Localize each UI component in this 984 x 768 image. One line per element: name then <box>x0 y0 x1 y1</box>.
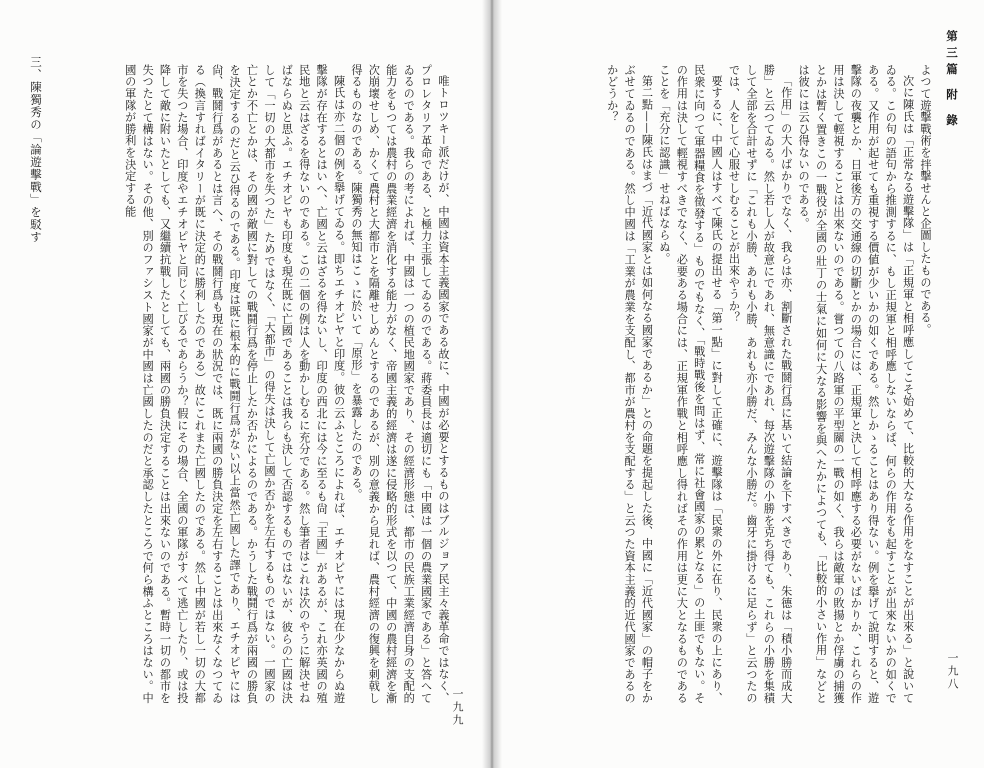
left-page-body <box>22 64 452 704</box>
right-page-number: 一九八 <box>946 652 959 691</box>
left-page-number: 一九九 <box>451 688 464 727</box>
paragraph: 「作用」の大小ばかりでなく、我らは亦、割斷された戰鬪行爲に基いて結論を下すべきであり、朱德は「積小勝而成大勝」と云つてゐる。然し若し人が故意にであれ、無意識にであれ、每次遊擊隊の小勝を克ち得ても、これらの小勝を集積して全部を合計せずに「これも小勝、あれも小勝、あれも亦小勝だ、みんな小勝だ。齒牙に掛けるに足らず」と云つたのでは、人をして心服せしむることが出來やうか？ <box>727 64 793 704</box>
paragraph: 次に陳氏は「正常なる遊擊隊」は「正規軍と相呼應してこそ始めて、比較的大なる作用をなすことが出來る」と說いてゐる。この句の語句から推測するに、もし正規軍と相呼應しないならば、何らの作用をも起すことが出來ないかの如くである。又作用が起せても重視する價値が少いかの如くである。然しかゝることはあり得ない。例を擧げて說明すると、遊擊隊の夜襲とか、日軍後方の交通線の切斷とかの場合には、正規軍と決して相呼應する必要がないばかりか、これらの作用は決して輕視することは出來ないのである。嘗つての八路軍の平型關の一戰の如く、我らは敵軍の敗揚とか俘虜の捕獲とかは暫く置きこの一戰役が全國の壯丁の士氣に如何に大なる影響を與へたかによつても、「比較的小さい作用」などとは彼には云ひ得ないのである。 <box>797 64 915 704</box>
right-running-head: 第三篇 附 錄 <box>945 30 959 131</box>
right-page-body <box>514 64 934 704</box>
paragraph: 要するに、中國人はすべて陳氏の提出せる「第一點」に對して正確に、遊擊隊は「民衆の外に在り、民衆の上にあり、民衆に向つて軍器糧食を徵發する」ものでもなく、「戰時戰後を問はず、常に社會國家の累となる」の土匪でもない。その作用は決して輕視すべきでなく、必要ある場合には、正規軍作戰と相呼應し得ればその作用は更に大となるものであることを「充分に認識」せねばならぬ。 <box>657 64 724 704</box>
paragraph: 陳氏は亦二個の例を擧げてゐる。即ちエチオピヤと印度。彼の云ふところによれば、エチオピヤには現在少なからぬ遊擊隊が存在するとはいへ、亡國と云はざるを得ないし、印度の西北には今に至るも尙「王國」があるが、これ亦英國の殖民地と云はざるを得ないのである。この二個の例は人を動かしむるに充分である。然し筆者はこれは次のやうに解決せねばならぬと思ふ。エチオピヤも印度も現在既に亡國であることは我らも決して否認するものではないが、彼らの亡國は決して「一切の大都市を失つた」ためではなく、「大都市」の得失は決して亡國か否かを左右するものではない。一國家の亡とか不亡とかは、その國が敵國に對しての戰鬪行爲を停止したか否かによるのである。かうした戰鬪行爲が兩國の勝負を決定するのだと云ひ得るのである。印度は既に根本的に戰鬪行爲がない以上當然亡國した譯であり、エチオピヤには尙、戰鬪行爲があるとは言へ、その戰鬪行爲も現在の狀況では、既に兩國の勝負決定を左右することは出來なくなつてゐる（換言すればイタリーが既に決定的に勝利したのである）故にこれまた亡國したのである。然し中國が若し一切の大都市を失つた場合、印度やエチオピヤと同じく亡びるであらうか？假にその場合、全國の軍隊がすべて逃亡したり、或は投降して敵に附いたとしても、又繼續抗戰したとしても、兩國の勝負決定することは出來ないのである。暫時一切の都市を失つたとて構はない。その他、別のファシスト國家が中國は亡國したのだと承認したところで何ら構ふところはない。中國の軍隊が勝利を決定する能 <box>123 64 346 704</box>
left-running-head: 三、陳獨秀の「論遊擊戰」を駁す <box>29 56 43 244</box>
paragraph: 第二點——陳氏はまづ「近代國家とは如何なる國家であるか」との命題を提起した後、中國に「近代國家」の帽子をかぶせてゐるのである。然し中國は「工業が農業を支配し、都市が農村を支配する」と云つた資本主義的近代國家であるのかどうか？ <box>605 64 654 704</box>
paragraph: 唯トロツキー派だけが、中國は資本主義國家である故に、中國が必要とするものはブルジョア民主々義革命ではなく、プロレタリア革命である、と極力主張してゐるのである。蔣委員長は適切にも「中國は一個の農業國家である」と答へてゐるのである。我らの考によれば、中國は一つの植民地國家であり、その經濟形態は、都市の民族工業經濟自身の支配的能力をもつては農村の農業經濟を消化する能力がなく、帝國主義的經濟は遂に侵略的形式を以つて、中國の農村經濟を漸次崩壞せしめ、かくて農村と大都市とを隔離せしめんとするのであるが、別の意義から見れば、農村經濟の復興を刺戟し得るものなのである。陳獨秀の無知はこゝに於いて「原形」を暴露したのである。 <box>349 64 450 704</box>
page-gutter <box>482 0 502 768</box>
paragraph: よつて遊擊戰術を拌擊せんと企圖したものである。 <box>919 64 932 336</box>
